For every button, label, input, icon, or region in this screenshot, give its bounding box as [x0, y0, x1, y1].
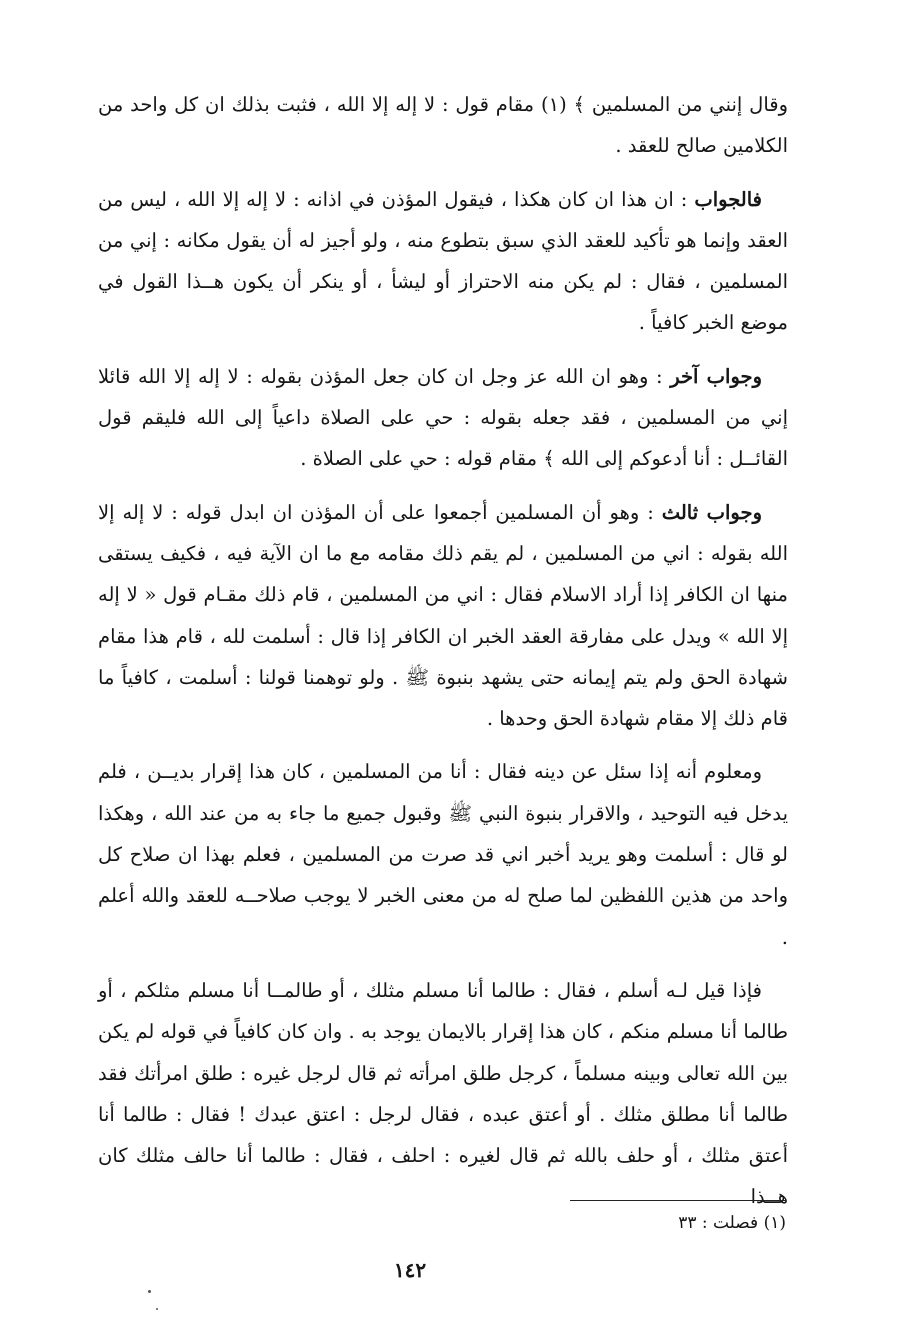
paragraph-text: : وهو أن المسلمين أجمعوا على أن المؤذن ان ابدل قوله : لا إله إلا الله بقوله : اني من المسلمين ، لم يقم ذلك مقامه مع ما ان الآية فيه ، فكيف يستقى منها ان الكافر إذا أراد الاسلام فقال : اني من المسلمين ، قام ذلك مقـام قول « لا إله إلا الله » ويدل على مفارقة العقد الخبر ان الكافر إذا قال : أسلمت لله ، قام هذا مقام شهادة الحق ولم يتم إيمانه حتى يشهد بنبوة ﷺ . ولو توهمنا قولنا : أسلمت ، كافياً ما قام ذلك إلا مقام شهادة الحق وحدها .: [98, 500, 789, 731]
paragraph-5: [98, 751, 788, 957]
footnote: (١) فصلت : ٣٣: [678, 1213, 786, 1233]
paragraph-4: [98, 492, 788, 740]
paragraph-6: [98, 970, 788, 1218]
paragraph-text: فإذا قيل لـه أسلم ، فقال : طالما أنا مسلم مثلك ، أو طالمــا أنا مسلم مثلكم ، أو طالما أنا مسلم منكم ، كان هذا إقرار بالايمان يوجد به . وان كان كافياً في قوله لم يكن بين الله تعالى وبينه مسلماً ، كرجل طلق امرأته ثم قال لرجل غيره : طلق امرأتك فقد طالما أنا مطلق مثلك . أو أعتق عبده ، فقال لرجل : اعتق عبدك ! فقال : طالما أنا أعتق مثلك ، أو حلف بالله ثم قال لغيره : احلف ، فقال : طالما أنا حالف مثلك كان هــذا: [98, 978, 788, 1209]
paragraph-text: : وهو ان الله عز وجل ان كان جعل المؤذن بقوله : لا إله إلا الله قائلا إني من المسلمين ، فقد جعله بقوله : حي على الصلاة داعياً إلى الله فليقم قول القائــل : أنا أدعوكم إلى الله ﴾ مقام قوله : حي على الصلاة .: [98, 364, 788, 471]
paragraph-1: [98, 84, 788, 167]
paragraph-text: وقال إنني من المسلمين ﴾ (١) مقام قول : لا إله إلا الله ، فثبت بذلك ان كل واحد من الكلامين صالح للعقد .: [98, 93, 789, 158]
paragraph-2: [98, 179, 788, 344]
scan-speck: [148, 1290, 151, 1293]
paragraph-lead: فالجواب: [694, 187, 762, 211]
footnote-divider: [570, 1200, 786, 1201]
scan-speck: [156, 1308, 158, 1310]
paragraph-3: [98, 356, 788, 480]
paragraph-lead: وجواب آخر: [670, 364, 763, 388]
main-text: [98, 84, 788, 1230]
paragraph-text: : ان هذا ان كان هكذا ، فيقول المؤذن في اذانه : لا إله إلا الله ، ليس من العقد وإنما هو تأكيد للعقد الذي سبق بتطوع منه ، ولو أجيز له أن يقول مكانه : إني من المسلمين ، فقال : لم يكن منه الاحتراز أو ليشأ ، أو ينكر أن يكون هــذا القول في موضع الخبر كافياً .: [98, 187, 788, 335]
page-number: ١٤٢: [393, 1258, 427, 1282]
paragraph-text: ومعلوم أنه إذا سئل عن دينه فقال : أنا من المسلمين ، كان هذا إقرار بديــن ، فلم يدخل فيه التوحيد ، والاقرار بنبوة النبي ﷺ وقبول جميع ما جاء به من عند الله ، وهكذا لو قال : أسلمت وهو يريد أخبر اني قد صرت من المسلمين ، فعلم بهذا ان صلاح كل واحد من هذين اللفظين لما صلح له من معنى الخبر لا يوجب صلاحــه للعقد والله أعلم .: [98, 760, 788, 949]
paragraph-lead: وجواب ثالث: [661, 500, 762, 524]
